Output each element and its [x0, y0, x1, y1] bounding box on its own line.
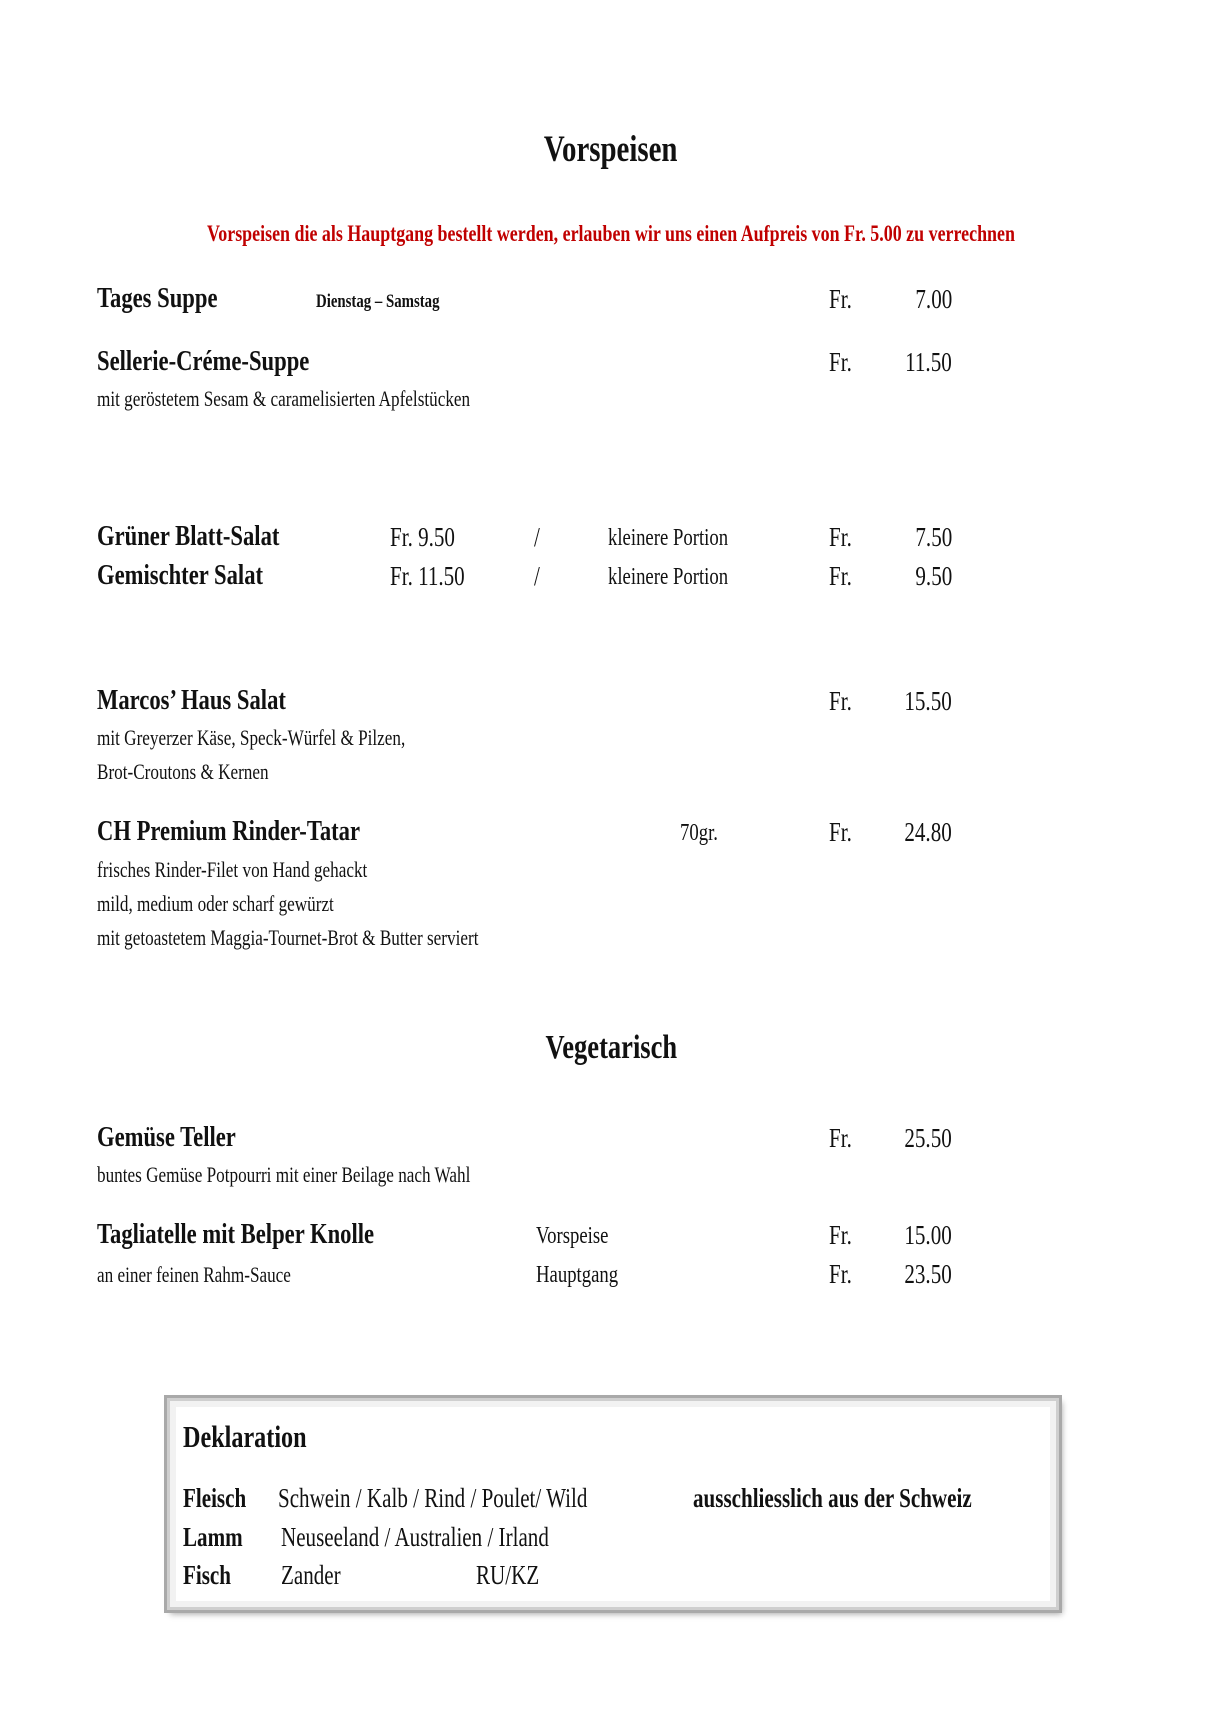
declaration-value-fish: Zander: [281, 1560, 341, 1590]
price-veg-plate: 25.50: [904, 1123, 952, 1153]
declaration-note-meat: ausschliesslich aus der Schweiz: [693, 1483, 972, 1513]
section-title-vegetarian: Vegetarisch: [545, 1029, 677, 1066]
price-small-green-salad: 7.50: [915, 522, 952, 552]
item-name-soup-day: Tages Suppe: [97, 282, 218, 314]
declaration-key-meat: Fleisch: [183, 1483, 247, 1513]
price-small-mixed-salad: 9.50: [915, 561, 952, 591]
currency-label: Fr.: [829, 686, 852, 716]
currency-label: Fr.: [829, 561, 852, 591]
item-desc-house-salad: Brot-Croutons & Kernen: [97, 759, 269, 784]
currency-label: Fr.: [829, 284, 852, 314]
currency-label: Fr.: [829, 1220, 852, 1250]
currency-label: Fr.: [829, 347, 852, 377]
item-name-mixed-salad: Gemischter Salat: [97, 559, 264, 591]
declaration-value-lamb: Neuseeland / Australien / Irland: [281, 1522, 549, 1552]
section-title-starters: Vorspeisen: [544, 129, 678, 170]
size-label-starter: Vorspeise: [536, 1223, 609, 1249]
size-label-main: Hauptgang: [536, 1262, 619, 1288]
currency-label: Fr.: [829, 1259, 852, 1289]
item-name-tagliatelle: Tagliatelle mit Belper Knolle: [97, 1218, 375, 1250]
price-soup-day: 7.00: [915, 284, 952, 314]
declaration-key-fish: Fisch: [183, 1560, 231, 1590]
declaration-origin-fish: RU/KZ: [476, 1560, 540, 1590]
price-large-mixed-salad: Fr. 11.50: [390, 561, 465, 591]
small-portion-label: kleinere Portion: [608, 525, 729, 551]
currency-label: Fr.: [829, 817, 852, 847]
item-name-house-salad: Marcos’ Haus Salat: [97, 684, 286, 716]
price-celery-soup: 11.50: [905, 347, 952, 377]
declaration-title: Deklaration: [183, 1419, 307, 1454]
declaration-box: [167, 1398, 1059, 1610]
price-tatar: 24.80: [904, 817, 952, 847]
item-desc-tagliatelle: an einer feinen Rahm-Sauce: [97, 1262, 291, 1287]
separator: /: [534, 561, 540, 591]
price-house-salad: 15.50: [904, 686, 952, 716]
item-weight-tatar: 70gr.: [680, 820, 718, 846]
small-portion-label: kleinere Portion: [608, 564, 729, 590]
currency-label: Fr.: [829, 522, 852, 552]
currency-label: Fr.: [829, 1123, 852, 1153]
item-note-soup-day: Dienstag – Samstag: [316, 291, 440, 312]
price-large-green-salad: Fr. 9.50: [390, 522, 455, 552]
separator: /: [534, 522, 540, 552]
item-name-celery-soup: Sellerie-Créme-Suppe: [97, 345, 310, 377]
price-tagliatelle-starter: 15.00: [904, 1220, 952, 1250]
item-desc-tatar: frisches Rinder-Filet von Hand gehackt: [97, 857, 368, 882]
item-name-veg-plate: Gemüse Teller: [97, 1121, 236, 1153]
starters-surcharge-notice: Vorspeisen die als Hauptgang bestellt werden, erlauben wir uns einen Aufpreis von Fr. 5.00 zu verrechnen: [206, 221, 1016, 246]
item-name-green-salad: Grüner Blatt-Salat: [97, 520, 280, 552]
price-tagliatelle-main: 23.50: [904, 1259, 952, 1289]
item-desc-celery-soup: mit geröstetem Sesam & caramelisierten Apfelstücken: [97, 386, 471, 411]
item-desc-tatar: mit getoastetem Maggia-Tournet-Brot & Butter serviert: [97, 925, 479, 950]
item-desc-veg-plate: buntes Gemüse Potpourri mit einer Beilage nach Wahl: [97, 1162, 471, 1187]
item-desc-tatar: mild, medium oder scharf gewürzt: [97, 891, 334, 916]
item-desc-house-salad: mit Greyerzer Käse, Speck-Würfel & Pilzen,: [97, 725, 406, 750]
declaration-value-meat: Schwein / Kalb / Rind / Poulet/ Wild: [278, 1483, 588, 1513]
declaration-key-lamb: Lamm: [183, 1522, 243, 1552]
item-name-tatar: CH Premium Rinder-Tatar: [97, 815, 361, 847]
